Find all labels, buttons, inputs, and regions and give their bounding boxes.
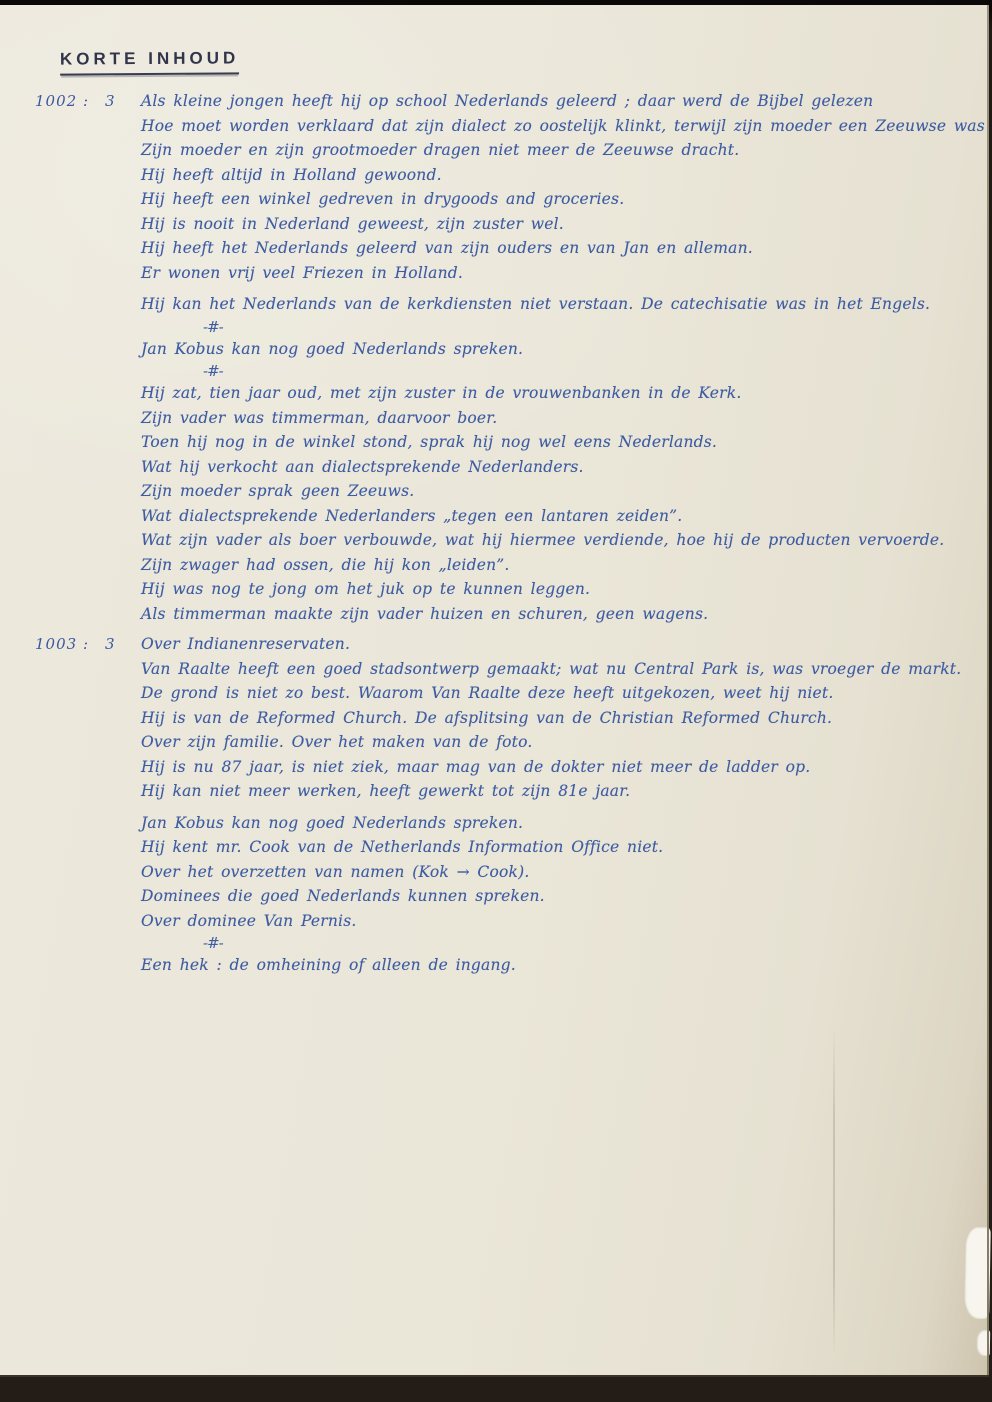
session-number: 1002 : [35,92,89,110]
handwritten-line: De grond is niet zo best. Waarom Van Raalte deze heeft uitgekozen, weet hij niet. [141,684,834,702]
summary-section [35,89,985,626]
handwritten-line: Toen hij nog in de winkel stond, sprak hij nog wel eens Nederlands. [141,433,718,451]
handwritten-line: Over het overzetten van namen (Kok → Cook). [141,862,530,881]
handwritten-line: Hij kan het Nederlands van de kerkdiensten niet verstaan. De catechisatie was in het Engels. [141,295,931,313]
handwritten-line: Als kleine jongen heeft hij op school Nederlands geleerd ; daar werd de Bijbel gelezen [141,92,874,110]
separator-mark: -#- [203,362,223,380]
handwritten-line: Over dominee Van Pernis. [141,911,357,930]
sections [35,89,985,978]
handwritten-line: Hij is nu 87 jaar, is niet ziek, maar mag van de dokter niet meer de ladder op. [141,757,811,776]
handwritten-line: Over zijn familie. Over het maken van de foto. [141,733,533,751]
handwritten-line: Wat dialectsprekende Nederlanders „tegen een lantaren zeiden”. [141,506,683,525]
handwritten-line: Zijn moeder en zijn grootmoeder dragen niet meer de Zeeuwse dracht. [141,141,740,159]
section-lines [141,89,985,626]
paper-page [0,5,989,1375]
handwritten-line: Hij kent mr. Cook van de Netherlands Information Office niet. [141,838,664,856]
handwritten-line: Van Raalte heeft een goed stadsontwerp gemaakt; wat nu Central Park is, was vroeger de markt. [141,659,962,678]
handwritten-line: Hij zat, tien jaar oud, met zijn zuster in de vrouwenbanken in de Kerk. [141,384,742,402]
handwritten-line: Zijn moeder sprak geen Zeeuws. [141,482,415,500]
torn-edge-patch-small [976,1330,990,1356]
handwritten-line: Over Indianenreservaten. [141,635,351,653]
handwritten-line: Hij heeft het Nederlands geleerd van zijn ouders en van Jan en alleman. [141,239,753,257]
section-lines [141,632,985,978]
separator-mark: -#- [203,317,223,336]
handwritten-line: Hoe moet worden verklaard dat zijn dialect zo oostelijk klinkt, terwijl zijn moeder een Zeeuwse was [141,116,985,135]
session-number: 1003 : [35,635,89,653]
handwritten-line: Hij kan niet meer werken, heeft gewerkt tot zijn 81e jaar. [141,782,631,800]
tape-number: 3 [105,92,115,110]
separator-mark: -#- [203,934,223,952]
handwritten-line: Wat zijn vader als boer verbouwde, wat hij hiermee verdiende, hoe hij de producten vervoerde. [141,531,945,549]
paper-crease [833,1025,835,1355]
page-title: KORTE INHOUD [60,48,239,75]
handwritten-line: Als timmerman maakte zijn vader huizen en schuren, geen wagens. [141,604,709,623]
handwritten-line: Zijn vader was timmerman, daarvoor boer. [141,408,498,427]
handwritten-line: Jan Kobus kan nog goed Nederlands spreken. [141,813,524,832]
handwritten-line: Er wonen vrij veel Friezen in Holland. [141,263,464,282]
handwritten-line: Hij heeft een winkel gedreven in drygoods and groceries. [141,190,625,208]
handwritten-line: Wat hij verkocht aan dialectsprekende Nederlanders. [141,457,584,476]
handwritten-line: Jan Kobus kan nog goed Nederlands spreken. [141,339,524,358]
tape-number: 3 [105,635,115,653]
handwritten-line: Hij was nog te jong om het juk op te kunnen leggen. [141,580,591,598]
summary-section [35,632,985,978]
handwritten-line: Een hek : de omheining of alleen de ingang. [141,956,516,974]
handwritten-line: Hij is van de Reformed Church. De afsplitsing van de Christian Reformed Church. [141,708,833,727]
torn-edge-patch [963,1227,991,1319]
handwritten-line: Dominees die goed Nederlands kunnen spreken. [141,887,545,905]
handwritten-line: Hij is nooit in Nederland geweest, zijn zuster wel. [141,214,564,233]
handwritten-line: Zijn zwager had ossen, die hij kon „leiden”. [141,555,510,574]
handwritten-line: Hij heeft altijd in Holland gewoond. [141,165,442,184]
